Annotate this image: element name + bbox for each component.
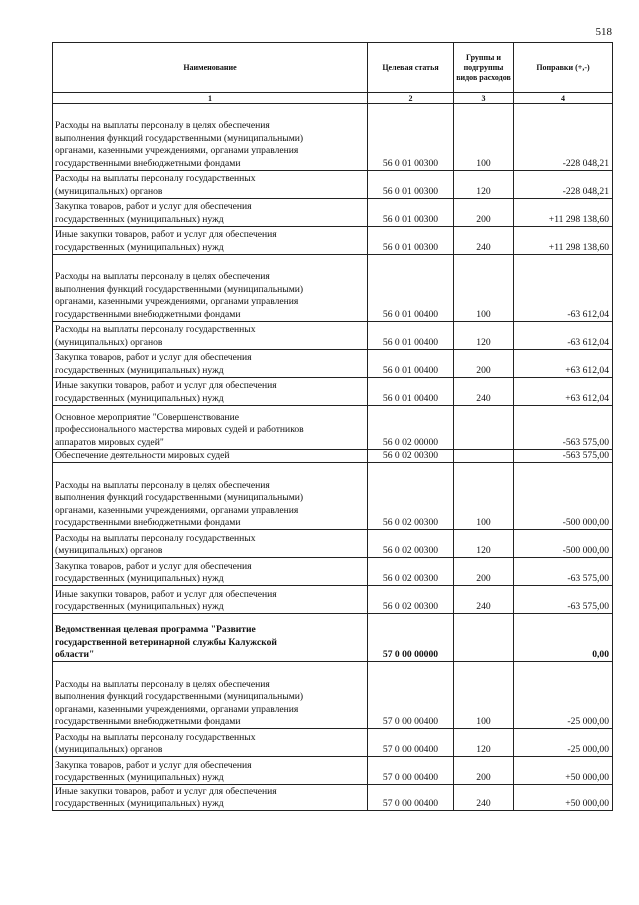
row-group: 200 — [476, 364, 491, 376]
row-group-cell — [454, 558, 514, 586]
row-amount: -63 575,00 — [567, 573, 609, 584]
row-amount: 0,00 — [592, 649, 609, 660]
table-row — [53, 662, 613, 729]
row-target-cell — [368, 558, 454, 586]
row-name-cell — [53, 104, 368, 171]
column-number-row — [53, 93, 613, 104]
row-name-cell — [53, 729, 368, 757]
column-number: 4 — [514, 93, 613, 104]
row-target-cell — [368, 586, 454, 614]
row-name-cell — [53, 614, 368, 662]
row-group-cell — [454, 614, 514, 662]
row-target-cell — [368, 463, 454, 530]
row-target-cell — [368, 227, 454, 255]
row-name: Закупка товаров, работ и услуг для обеспечения государственных (муниципальных) нужд — [55, 201, 252, 225]
row-amount: +50 000,00 — [565, 772, 609, 783]
row-group: 240 — [476, 241, 491, 253]
row-group-cell — [454, 227, 514, 255]
row-group: 120 — [476, 336, 491, 348]
row-amount-cell — [514, 463, 613, 530]
row-name-cell — [53, 785, 368, 811]
row-target-cell — [368, 450, 454, 463]
row-group: 120 — [476, 185, 491, 197]
row-name: Расходы на выплаты персоналу в целях обеспечения выполнения функций государственными (муниципальными) органами, казенными учреждениями, органами управления государственными внебюджетными фондами — [55, 479, 304, 528]
row-amount-cell — [514, 450, 613, 463]
row-target: 56 0 01 00400 — [382, 364, 439, 376]
row-name: Закупка товаров, работ и услуг для обеспечения государственных (муниципальных) нужд — [55, 352, 252, 376]
row-name-cell — [53, 530, 368, 558]
row-group-cell — [454, 171, 514, 199]
row-amount: -63 612,04 — [567, 336, 609, 348]
row-name-cell — [53, 662, 368, 729]
row-group-cell — [454, 757, 514, 785]
row-name-cell — [53, 757, 368, 785]
row-target: 56 0 02 00300 — [382, 450, 439, 461]
row-name: Закупка товаров, работ и услуг для обеспечения государственных (муниципальных) нужд — [55, 759, 252, 783]
row-group: 120 — [476, 744, 491, 755]
row-amount-cell — [514, 227, 613, 255]
column-number: 3 — [454, 93, 514, 104]
row-group-cell — [454, 785, 514, 811]
row-amount-cell — [514, 171, 613, 199]
table-row — [53, 378, 613, 406]
table-row — [53, 255, 613, 322]
page-number: 518 — [595, 26, 612, 38]
table-row — [53, 785, 613, 811]
row-target: 56 0 02 00300 — [382, 573, 439, 584]
row-group: 100 — [476, 157, 491, 169]
header-target: Целевая статья — [368, 43, 454, 93]
row-name: Иные закупки товаров, работ и услуг для обеспечения государственных (муниципальных) нужд — [55, 229, 277, 253]
row-target: 57 0 00 00400 — [382, 716, 439, 727]
table-row — [53, 171, 613, 199]
row-target: 56 0 02 00300 — [382, 601, 439, 612]
row-target: 56 0 02 00000 — [382, 436, 439, 448]
row-amount-cell — [514, 757, 613, 785]
table-row — [53, 406, 613, 450]
row-amount: -500 000,00 — [562, 517, 609, 528]
row-amount: -500 000,00 — [562, 545, 609, 556]
row-amount: -563 575,00 — [562, 450, 609, 461]
row-name: Расходы на выплаты персоналу государственных (муниципальных) органов — [55, 731, 256, 755]
row-target-cell — [368, 255, 454, 322]
row-group: 200 — [476, 573, 491, 584]
row-name-cell — [53, 350, 368, 378]
table-row — [53, 530, 613, 558]
header-groups: Группы и подгруппы видов расходов — [454, 43, 514, 93]
table-row — [53, 350, 613, 378]
row-target: 56 0 01 00300 — [382, 157, 439, 169]
row-name: Иные закупки товаров, работ и услуг для обеспечения государственных (муниципальных) нужд — [55, 380, 277, 404]
row-name-cell — [53, 255, 368, 322]
row-group: 120 — [476, 545, 491, 556]
table-row — [53, 199, 613, 227]
row-target: 56 0 02 00300 — [382, 545, 439, 556]
row-group-cell — [454, 350, 514, 378]
row-amount-cell — [514, 255, 613, 322]
row-amount-cell — [514, 662, 613, 729]
row-name: Расходы на выплаты персоналу государственных (муниципальных) органов — [55, 173, 256, 197]
row-name-cell — [53, 199, 368, 227]
row-name-cell — [53, 378, 368, 406]
row-group-cell — [454, 463, 514, 530]
row-group: 100 — [476, 308, 491, 320]
amendments-table — [52, 42, 613, 811]
row-target: 56 0 01 00300 — [382, 185, 439, 197]
row-amount-cell — [514, 558, 613, 586]
row-target-cell — [368, 406, 454, 450]
row-target: 56 0 01 00300 — [382, 213, 439, 225]
row-group-cell — [454, 450, 514, 463]
row-group: 240 — [476, 798, 491, 809]
table-body — [53, 104, 613, 811]
table-row — [53, 558, 613, 586]
row-group-cell — [454, 255, 514, 322]
row-group: 240 — [476, 392, 491, 404]
row-target: 56 0 01 00300 — [382, 241, 439, 253]
row-amount: -563 575,00 — [562, 436, 609, 448]
row-name: Расходы на выплаты персоналу государственных (муниципальных) органов — [55, 324, 256, 348]
row-target: 57 0 00 00400 — [382, 798, 439, 809]
column-number: 2 — [368, 93, 454, 104]
row-group: 200 — [476, 213, 491, 225]
row-target: 56 0 01 00400 — [382, 392, 439, 404]
row-amount-cell — [514, 104, 613, 171]
row-target-cell — [368, 757, 454, 785]
row-name: Расходы на выплаты персоналу государственных (муниципальных) органов — [55, 532, 256, 556]
row-group-cell — [454, 104, 514, 171]
header-amendments: Поправки (+,-) — [514, 43, 613, 93]
row-group-cell — [454, 406, 514, 450]
row-amount: +63 612,04 — [565, 364, 609, 376]
row-amount-cell — [514, 406, 613, 450]
row-group-cell — [454, 729, 514, 757]
table-row — [53, 757, 613, 785]
row-amount-cell — [514, 530, 613, 558]
row-target: 56 0 02 00300 — [382, 517, 439, 528]
row-target: 56 0 01 00400 — [382, 336, 439, 348]
row-target-cell — [368, 378, 454, 406]
row-amount-cell — [514, 729, 613, 757]
row-target-cell — [368, 171, 454, 199]
row-amount-cell — [514, 322, 613, 350]
row-name-cell — [53, 450, 368, 463]
row-name-cell — [53, 171, 368, 199]
row-amount: +11 298 138,60 — [548, 213, 609, 225]
row-name-cell — [53, 227, 368, 255]
row-amount-cell — [514, 350, 613, 378]
table-row — [53, 463, 613, 530]
row-name: Расходы на выплаты персоналу в целях обеспечения выполнения функций государственными (муниципальными) органами, казенными учреждениями, органами управления государственными внебюджетными фондами — [55, 271, 304, 320]
table-row — [53, 586, 613, 614]
row-amount: -63 612,04 — [567, 308, 609, 320]
row-group-cell — [454, 199, 514, 227]
table-row — [53, 614, 613, 662]
row-amount: +50 000,00 — [565, 798, 609, 809]
row-target-cell — [368, 614, 454, 662]
row-name: Расходы на выплаты персоналу в целях обеспечения выполнения функций государственными (муниципальными) органами, казенными учреждениями, органами управления государственными внебюджетными фондами — [55, 678, 304, 727]
row-target: 56 0 01 00400 — [382, 308, 439, 320]
table-row — [53, 322, 613, 350]
row-name-cell — [53, 322, 368, 350]
row-target-cell — [368, 662, 454, 729]
column-number: 1 — [53, 93, 368, 104]
row-group: 200 — [476, 772, 491, 783]
row-group: 100 — [476, 716, 491, 727]
row-target: 57 0 00 00400 — [382, 772, 439, 783]
row-target-cell — [368, 199, 454, 227]
row-amount: +63 612,04 — [565, 392, 609, 404]
row-amount-cell — [514, 199, 613, 227]
row-amount: -228 048,21 — [562, 157, 609, 169]
header-row — [53, 43, 613, 93]
row-amount-cell — [514, 378, 613, 406]
row-target-cell — [368, 322, 454, 350]
row-amount-cell — [514, 785, 613, 811]
row-name-cell — [53, 586, 368, 614]
row-group: 100 — [476, 517, 491, 528]
row-amount: -25 000,00 — [567, 744, 609, 755]
row-name: Закупка товаров, работ и услуг для обеспечения государственных (муниципальных) нужд — [55, 560, 252, 584]
table-row — [53, 729, 613, 757]
row-name: Основное мероприятие "Совершенствование профессионального мастерства мировых судей и работников аппаратов мировых судей" — [55, 411, 304, 448]
table-row — [53, 450, 613, 463]
row-target: 57 0 00 00000 — [382, 649, 439, 660]
row-name-cell — [53, 558, 368, 586]
row-amount-cell — [514, 586, 613, 614]
row-amount: -25 000,00 — [567, 716, 609, 727]
row-group-cell — [454, 662, 514, 729]
header-name: Наименование — [53, 43, 368, 93]
row-name: Расходы на выплаты персоналу в целях обеспечения выполнения функций государственными (муниципальными) органами, казенными учреждениями, органами управления государственными внебюджетными фондами — [55, 120, 304, 169]
row-group-cell — [454, 530, 514, 558]
row-target: 57 0 00 00400 — [382, 744, 439, 755]
row-group: 240 — [476, 601, 491, 612]
row-name: Иные закупки товаров, работ и услуг для обеспечения государственных (муниципальных) нужд — [55, 785, 277, 809]
row-amount: -228 048,21 — [562, 185, 609, 197]
row-group-cell — [454, 586, 514, 614]
row-target-cell — [368, 350, 454, 378]
row-amount-cell — [514, 614, 613, 662]
row-group-cell — [454, 322, 514, 350]
row-name: Иные закупки товаров, работ и услуг для обеспечения государственных (муниципальных) нужд — [55, 588, 277, 612]
row-target-cell — [368, 729, 454, 757]
table-row — [53, 227, 613, 255]
row-name-cell — [53, 406, 368, 450]
row-name: Обеспечение деятельности мировых судей — [55, 450, 230, 461]
row-target-cell — [368, 785, 454, 811]
row-group-cell — [454, 378, 514, 406]
row-amount: +11 298 138,60 — [548, 241, 609, 253]
row-target-cell — [368, 530, 454, 558]
row-amount: -63 575,00 — [567, 601, 609, 612]
row-name-cell — [53, 463, 368, 530]
row-target-cell — [368, 104, 454, 171]
table-row — [53, 104, 613, 171]
row-name: Ведомственная целевая программа "Развитие государственной ветеринарной службы Калужской области" — [55, 624, 277, 660]
